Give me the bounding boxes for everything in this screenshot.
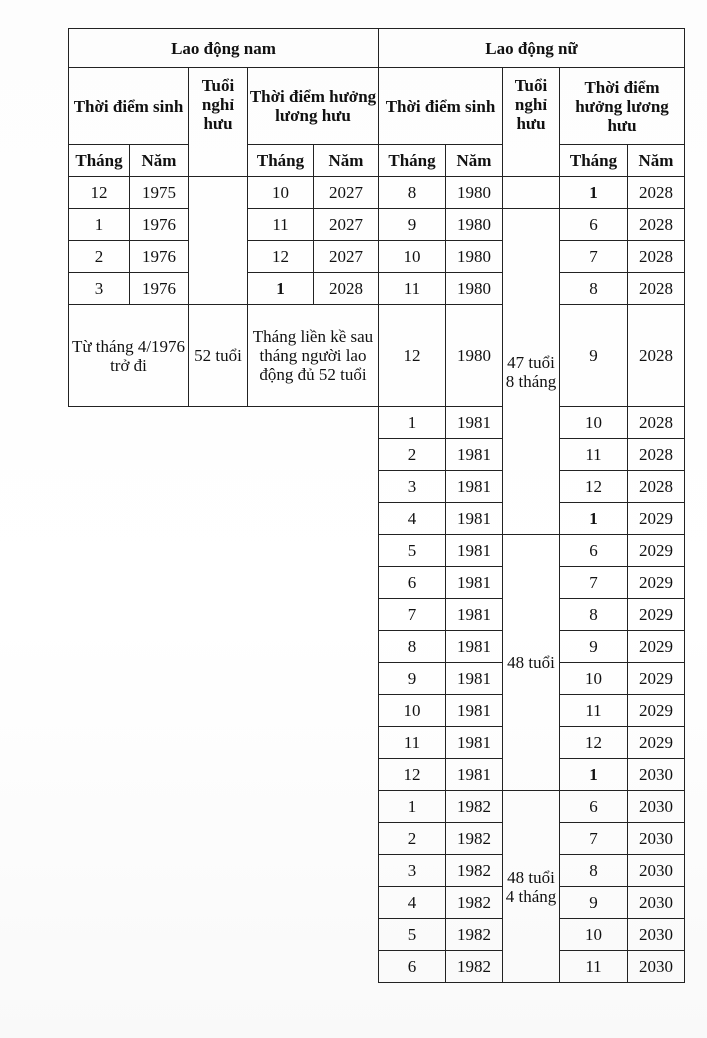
women-birth-month: 6 [379,567,446,599]
women-pension-year: 2028 [628,439,685,471]
retirement-age-table [68,28,685,983]
women-birth-year-header: Năm [446,145,503,177]
women-birth-month: 5 [379,535,446,567]
women-pension-month: 7 [560,241,628,273]
women-pension-year: 2028 [628,177,685,209]
women-pension-month: 1 [560,177,628,209]
women-birth-year: 1982 [446,791,503,823]
men-pension-year: 2028 [314,273,379,305]
women-pension-year: 2028 [628,407,685,439]
women-age-group-3: 48 tuổi 4 tháng [503,791,560,983]
men-title: Lao động nam [69,29,379,68]
men-birth-year-header: Năm [130,145,189,177]
women-pension-month: 10 [560,919,628,951]
women-birth-month: 2 [379,823,446,855]
blank-area [69,407,379,439]
women-birth-month: 5 [379,919,446,951]
women-birth-year: 1981 [446,599,503,631]
women-birth-year: 1981 [446,439,503,471]
women-pension-month: 12 [560,727,628,759]
men-last-age: 52 tuổi [189,305,248,407]
men-last-pension: Tháng liền kề sau tháng người lao động đủ 52 tuổi [248,305,379,407]
women-birth-month: 11 [379,727,446,759]
women-birth-month: 8 [379,631,446,663]
blank-area [69,887,379,919]
blank-area [69,727,379,759]
men-birth-year: 1976 [130,273,189,305]
women-pension-month: 7 [560,823,628,855]
women-pension-month: 8 [560,273,628,305]
blank-area [69,439,379,471]
women-pension-year: 2030 [628,855,685,887]
women-pension-month: 6 [560,209,628,241]
women-birth-month: 1 [379,791,446,823]
women-birth-month: 4 [379,887,446,919]
blank-area [69,951,379,983]
women-pension-month: 7 [560,567,628,599]
blank-area [69,567,379,599]
men-pension-year: 2027 [314,177,379,209]
men-birth-year: 1975 [130,177,189,209]
women-birth-year: 1981 [446,759,503,791]
blank-area [69,599,379,631]
women-birth-month: 3 [379,471,446,503]
men-pension-year: 2027 [314,241,379,273]
women-pension-month: 1 [560,759,628,791]
women-pension-year: 2028 [628,273,685,305]
women-birth-month: 6 [379,951,446,983]
women-birth-month: 12 [379,305,446,407]
women-birth-year: 1982 [446,887,503,919]
women-pension-year: 2028 [628,209,685,241]
women-birth-year: 1981 [446,535,503,567]
women-birth-year: 1980 [446,273,503,305]
women-pension-month: 11 [560,951,628,983]
women-pension-month: 10 [560,663,628,695]
blank-area [69,759,379,791]
women-pension-month: 1 [560,503,628,535]
women-birth-month: 7 [379,599,446,631]
women-birth-year: 1981 [446,407,503,439]
men-birth-month: 12 [69,177,130,209]
women-pension-month: 6 [560,535,628,567]
men-birth-year: 1976 [130,241,189,273]
women-birth-month: 10 [379,695,446,727]
women-pension-year: 2030 [628,759,685,791]
women-pension-month-header: Tháng [560,145,628,177]
women-pension-year: 2030 [628,823,685,855]
women-age-cell-empty [503,177,560,209]
women-birth-month: 9 [379,663,446,695]
women-birth-month: 4 [379,503,446,535]
women-pension-year: 2028 [628,471,685,503]
women-birth-year: 1981 [446,503,503,535]
women-pension-year: 2029 [628,695,685,727]
blank-area [69,695,379,727]
women-birth-year: 1981 [446,567,503,599]
women-pension-year: 2030 [628,791,685,823]
women-pension-month: 11 [560,439,628,471]
women-pension-year: 2030 [628,919,685,951]
men-age-header: Tuổi nghỉ hưu [189,68,248,177]
blank-area [69,535,379,567]
blank-area [69,663,379,695]
women-birth-month: 9 [379,209,446,241]
women-pension-year: 2029 [628,631,685,663]
women-pension-month: 8 [560,855,628,887]
women-birth-header: Thời điểm sinh [379,68,503,145]
men-birth-month-header: Tháng [69,145,130,177]
women-pension-year: 2029 [628,663,685,695]
women-birth-year: 1982 [446,823,503,855]
women-pension-year: 2029 [628,503,685,535]
men-pension-year: 2027 [314,209,379,241]
women-pension-year: 2028 [628,305,685,407]
blank-area [69,823,379,855]
women-birth-year: 1981 [446,695,503,727]
women-birth-month-header: Tháng [379,145,446,177]
men-pension-month: 1 [248,273,314,305]
women-birth-year: 1980 [446,177,503,209]
men-age-cell-empty [189,177,248,305]
women-birth-year: 1981 [446,727,503,759]
women-birth-year: 1981 [446,471,503,503]
women-pension-year: 2029 [628,535,685,567]
men-pension-year-header: Năm [314,145,379,177]
men-birth-year: 1976 [130,209,189,241]
men-birth-month: 3 [69,273,130,305]
men-pension-month: 10 [248,177,314,209]
women-age-group-1: 47 tuổi 8 tháng [503,209,560,535]
women-pension-month: 9 [560,887,628,919]
women-pension-year: 2030 [628,887,685,919]
women-birth-year: 1981 [446,663,503,695]
men-birth-header: Thời điểm sinh [69,68,189,145]
men-birth-month: 1 [69,209,130,241]
women-birth-month: 2 [379,439,446,471]
blank-area [69,919,379,951]
men-pension-month: 12 [248,241,314,273]
women-pension-month: 8 [560,599,628,631]
women-birth-month: 1 [379,407,446,439]
blank-area [69,631,379,663]
women-pension-month: 12 [560,471,628,503]
blank-area [69,471,379,503]
women-pension-month: 11 [560,695,628,727]
women-pension-year: 2028 [628,241,685,273]
women-birth-year: 1980 [446,305,503,407]
women-birth-year: 1982 [446,919,503,951]
women-birth-month: 8 [379,177,446,209]
men-pension-month-header: Tháng [248,145,314,177]
women-birth-month: 10 [379,241,446,273]
women-birth-month: 11 [379,273,446,305]
women-birth-year: 1980 [446,241,503,273]
men-birth-month: 2 [69,241,130,273]
women-pension-year: 2029 [628,599,685,631]
men-pension-header: Thời điểm hưởng lương hưu [248,68,379,145]
women-age-group-2: 48 tuổi [503,535,560,791]
men-last-birth: Từ tháng 4/1976 trở đi [69,305,189,407]
blank-area [69,791,379,823]
women-birth-month: 12 [379,759,446,791]
women-pension-month: 6 [560,791,628,823]
women-pension-year: 2030 [628,951,685,983]
women-birth-year: 1980 [446,209,503,241]
women-age-header: Tuổi nghỉ hưu [503,68,560,177]
blank-area [69,503,379,535]
women-birth-year: 1982 [446,951,503,983]
women-title: Lao động nữ [379,29,685,68]
blank-area [69,855,379,887]
women-pension-year: 2029 [628,727,685,759]
women-pension-month: 9 [560,305,628,407]
men-pension-month: 11 [248,209,314,241]
women-pension-month: 10 [560,407,628,439]
women-birth-month: 3 [379,855,446,887]
women-pension-year: 2029 [628,567,685,599]
women-pension-month: 9 [560,631,628,663]
women-birth-year: 1981 [446,631,503,663]
women-pension-header: Thời điểm hưởng lương hưu [560,68,685,145]
women-pension-year-header: Năm [628,145,685,177]
women-birth-year: 1982 [446,855,503,887]
